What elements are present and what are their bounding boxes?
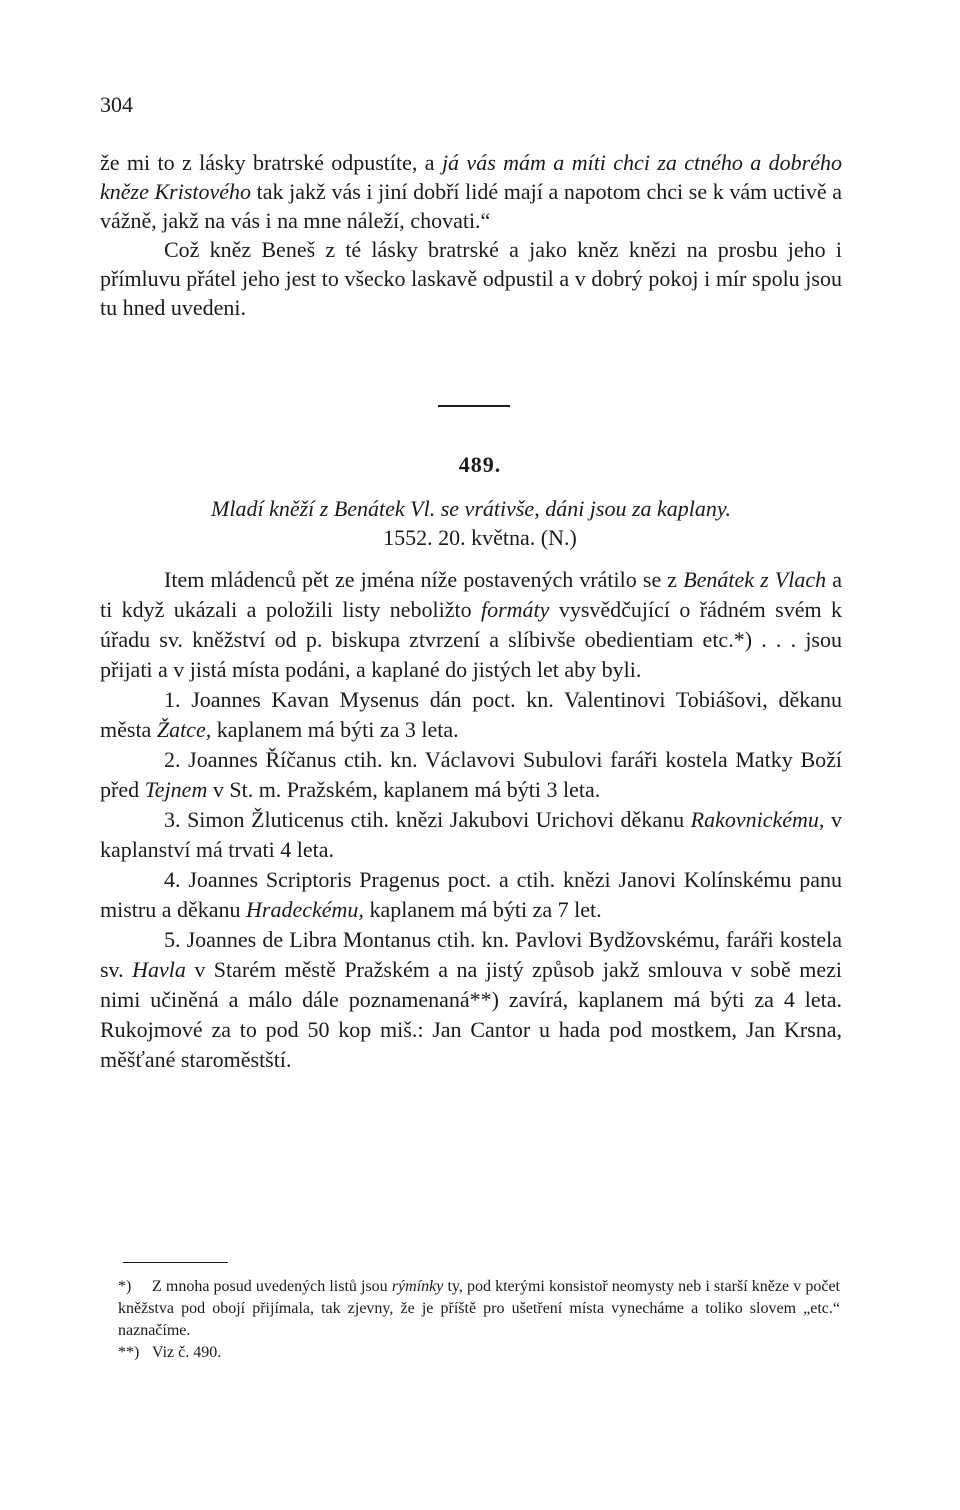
italic-term: formáty: [480, 597, 550, 622]
document-title: Mladí kněží z Benátek Vl. se vrátivše, dáni jsou za kaplany.: [211, 496, 731, 521]
continuation-text: [100, 148, 842, 322]
paragraph-closing-quote: že mi to z lásky bratrské odpustíte, a já vás mám a míti chci za ctného a dobrého kněze Kristového tak jakž vás i jiní dobří lidé mají a napotom chci se k vám uctivě a vážně, jakž na vás i na mne náleží, chovati.“: [100, 150, 843, 233]
list-item: 1. Joannes Kavan Mysenus dán poct. kn. Valentinovi Tobiášovi, děkanu města Žatce, kaplanem má býti za 3 leta.: [100, 687, 842, 742]
italic-place: Benátek z Vlach: [683, 567, 827, 592]
list-item: 4. Joannes Scriptoris Pragenus poct. a ctih. knězi Janovi Kolínskému panu mistru a děkanu Hradeckému, kaplanem má býti za 7 let.: [100, 867, 842, 922]
italic-quote: já vás mám a míti chci za ctného a dobrého kněze Kristového: [100, 150, 843, 204]
intro-paragraph: Item mládenců pět ze jména níže postavených vrátilo se z Benátek z Vlach a ti když ukázali a položili listy neboližto formáty vysvědčující o řádném svém k úřadu sv. kněžství od p. biskupa ztvrzení a slíbivše obedientiam etc.*) . . . jsou přijati a v jistá místa podáni, a kaplané do jistých let aby byli.: [100, 567, 842, 682]
paragraph-resolution: Což kněz Beneš z té lásky bratrské a jako kněz knězi na prosbu jeho i přímluvu přátel jeho jest to všecko laskavě odpustil a v dobrý pokoj i mír spolu jsou tu hned uvedeni.: [100, 237, 842, 320]
footnote-mark: **): [118, 1344, 140, 1361]
document-number: 489.: [458, 452, 502, 477]
list-item: 3. Simon Žluticenus ctih. knězi Jakubovi Urichovi děkanu Rakovnickému, v kaplanství má trvati 4 leta.: [100, 807, 842, 862]
footnote: **) Viz č. 490.: [118, 1342, 840, 1364]
document-body: [100, 565, 842, 1075]
list-item: 2. Joannes Říčanus ctih. kn. Václavovi Subulovi faráři kostela Matky Boží před Tejnem v St. m. Pražském, kaplanem má býti 3 leta.: [100, 747, 842, 802]
footnote-mark: *): [118, 1278, 132, 1295]
footnote-rule: [123, 1262, 228, 1263]
list-item: 5. Joannes de Libra Montanus ctih. kn. Pavlovi Bydžovskému, faráři kostela sv. Havla v Starém městě Pražském a na jistý způsob jakž smlouva v sobě mezi nimi učiněná a málo dále poznamenaná**) zavírá, kaplanem má býti za 4 leta. Rukojmové za to pod 50 kop miš.: Jan Cantor u hada pod mostkem, Jan Krsna, měšťané staroměstští.: [100, 927, 842, 1072]
page-number: 304: [100, 92, 133, 117]
document-date: 1552. 20. května. (N.): [383, 525, 577, 550]
footnotes: [118, 1276, 840, 1364]
section-separator: [438, 405, 510, 407]
footnote: *) Z mnoha posud uvedených listů jsou rýmínky ty, pod kterými konsistoř neomysty neb i starší kněze v počet kněžstva pod obojí přijímala, tak zjevny, že je příště pro ušetření místa vynecháme a toliko slovem „etc.“ naznačíme.: [118, 1278, 840, 1339]
